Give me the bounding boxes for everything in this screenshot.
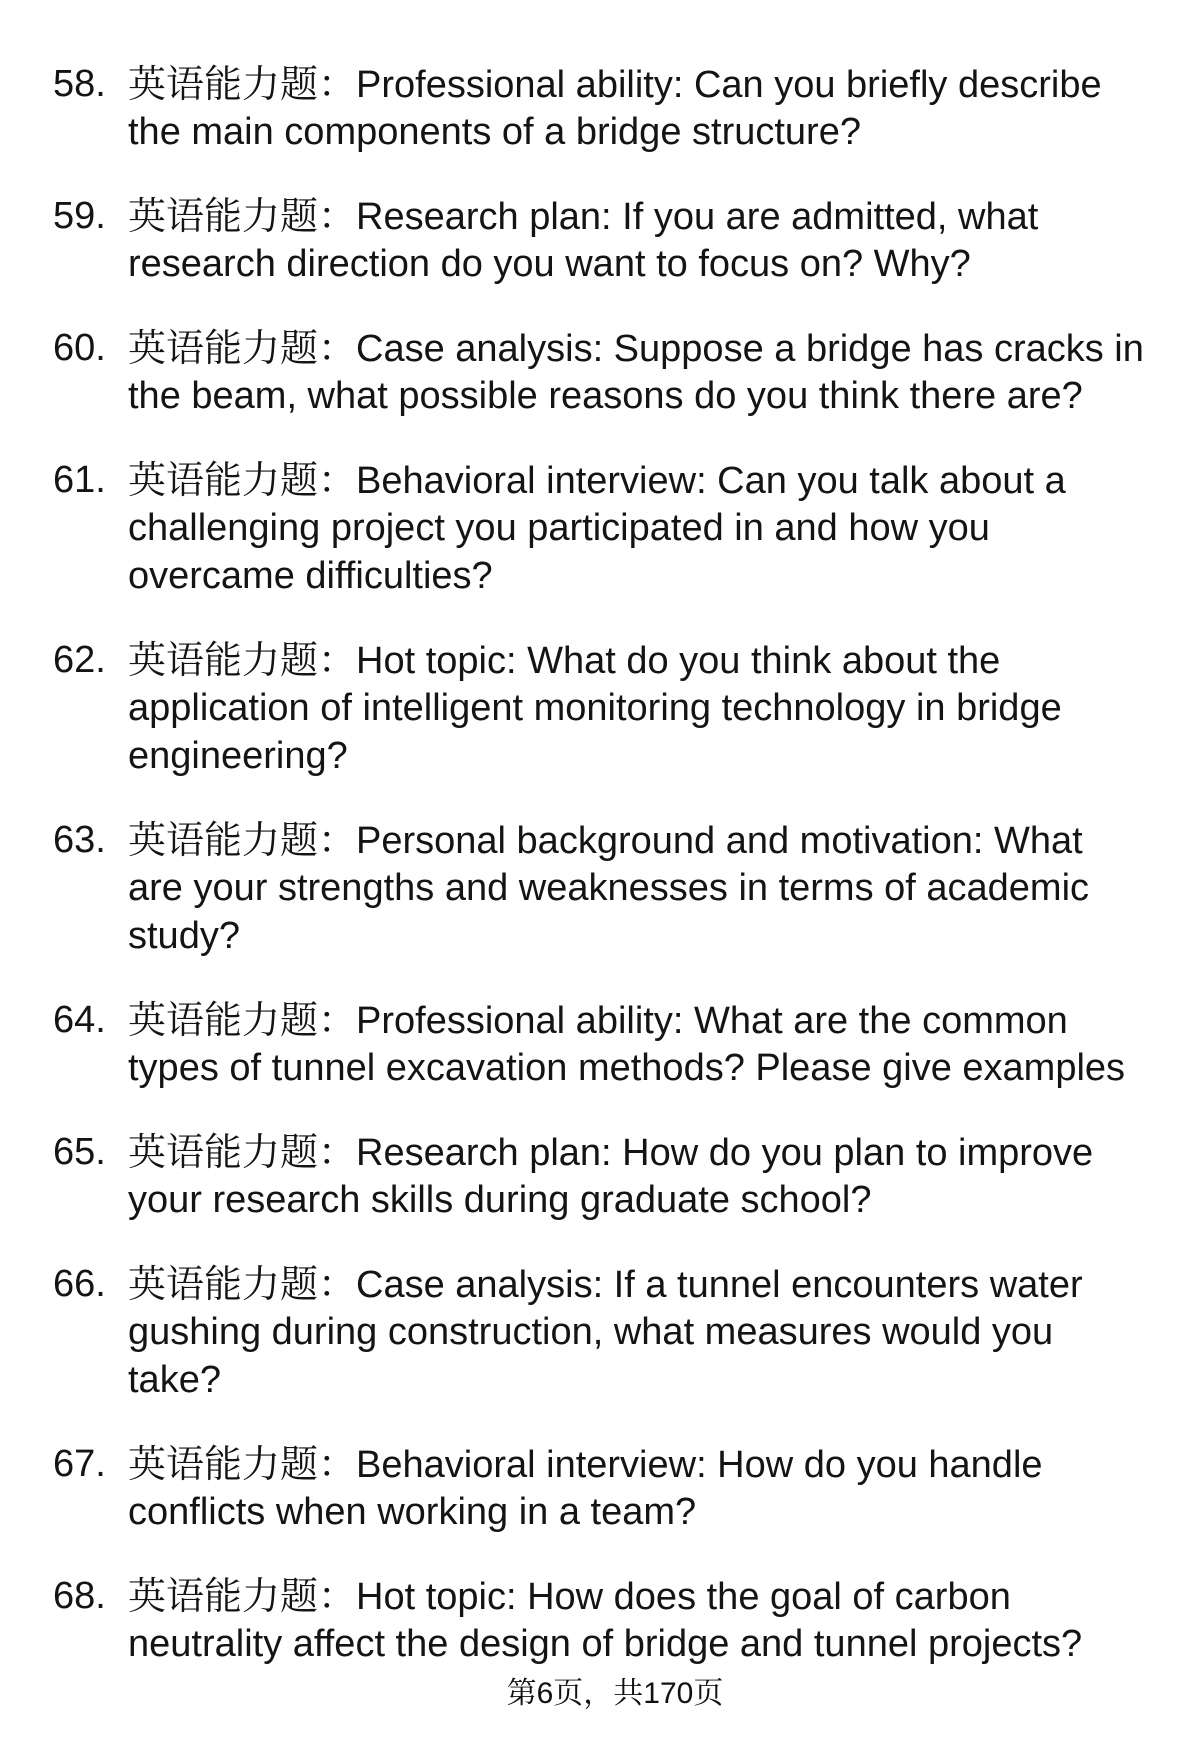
question-text [128, 996, 1200, 1092]
question-line: the main components of a bridge structure? [128, 111, 861, 153]
question-number: 60. [53, 327, 106, 369]
question-line-text: Hot topic: How does the goal of carbon [356, 1576, 1011, 1618]
question-text [128, 192, 1200, 288]
question-line [128, 1572, 1200, 1620]
question-text [128, 1260, 1200, 1404]
question-item-60 [0, 324, 1200, 420]
question-line: the beam, what possible reasons do you think there are? [128, 375, 1083, 417]
question-text [128, 636, 1200, 780]
question-line [128, 636, 1200, 684]
question-number: 64. [53, 999, 106, 1041]
question-line [128, 60, 1200, 108]
question-line-text: Research plan: If you are admitted, what [356, 196, 1039, 238]
question-text [128, 1440, 1200, 1536]
question-number: 67. [53, 1443, 106, 1485]
question-text [128, 1128, 1200, 1224]
question-line: engineering? [128, 735, 348, 777]
question-number: 68. [53, 1575, 106, 1617]
question-line-text: Case analysis: Suppose a bridge has cracks in [356, 328, 1144, 370]
question-line-text: Research plan: How do you plan to improve [356, 1132, 1094, 1174]
question-line: take? [128, 1359, 221, 1401]
question-number: 61. [53, 459, 106, 501]
question-category-label: 英语能力题： [128, 998, 357, 1042]
question-line-text: Personal background and motivation: What [356, 820, 1083, 862]
question-line [128, 456, 1200, 504]
question-category-label: 英语能力题： [128, 638, 357, 682]
question-item-65 [0, 1128, 1200, 1224]
question-number: 63. [53, 819, 106, 861]
question-category-label: 英语能力题： [128, 458, 357, 502]
question-line: overcame difficulties? [128, 555, 493, 597]
question-text [128, 60, 1200, 156]
question-line [128, 1440, 1200, 1488]
question-item-64 [0, 996, 1200, 1092]
question-number: 58. [53, 63, 106, 105]
question-number: 59. [53, 195, 106, 237]
question-line [128, 816, 1200, 864]
question-line [128, 1260, 1200, 1308]
question-number: 66. [53, 1263, 106, 1305]
question-line: your research skills during graduate school? [128, 1179, 872, 1221]
question-line: conflicts when working in a team? [128, 1491, 697, 1533]
question-line: neutrality affect the design of bridge and tunnel projects? [128, 1623, 1083, 1665]
question-line [128, 324, 1200, 372]
question-line-text: Professional ability: What are the common [356, 1000, 1068, 1042]
question-category-label: 英语能力题： [128, 1262, 357, 1306]
question-item-62 [0, 636, 1200, 780]
question-line [128, 996, 1200, 1044]
question-item-61 [0, 456, 1200, 600]
question-line: research direction do you want to focus on? Why? [128, 243, 971, 285]
question-line [128, 192, 1200, 240]
question-line-text: Behavioral interview: Can you talk about a [356, 460, 1066, 502]
question-line: types of tunnel excavation methods? Please give examples [128, 1047, 1126, 1089]
question-line: challenging project you participated in and how you [128, 507, 990, 549]
question-category-label: 英语能力题： [128, 1130, 357, 1174]
question-line: application of intelligent monitoring technology in bridge [128, 687, 1062, 729]
question-line-text: Case analysis: If a tunnel encounters water [356, 1264, 1083, 1306]
question-text [128, 324, 1200, 420]
question-category-label: 英语能力题： [128, 62, 357, 106]
question-item-59 [0, 192, 1200, 288]
question-item-66 [0, 1260, 1200, 1404]
question-category-label: 英语能力题： [128, 194, 357, 238]
page-footer-indicator: 第6页，共170页 [506, 1677, 724, 1710]
question-line-text: Hot topic: What do you think about the [356, 640, 1001, 682]
question-category-label: 英语能力题： [128, 818, 357, 862]
question-category-label: 英语能力题： [128, 326, 357, 370]
question-line: gushing during construction, what measures would you [128, 1311, 1054, 1353]
question-number: 62. [53, 639, 106, 681]
question-item-63 [0, 816, 1200, 960]
question-item-67 [0, 1440, 1200, 1536]
question-number: 65. [53, 1131, 106, 1173]
question-line: study? [128, 915, 240, 957]
question-line-text: Behavioral interview: How do you handle [356, 1444, 1043, 1486]
question-item-68 [0, 1572, 1200, 1668]
question-category-label: 英语能力题： [128, 1442, 357, 1486]
question-line-text: Professional ability: Can you briefly describe [356, 64, 1102, 106]
question-line: are your strengths and weaknesses in terms of academic [128, 867, 1090, 909]
question-text [128, 456, 1200, 600]
question-text [128, 816, 1200, 960]
question-line [128, 1128, 1200, 1176]
question-item-58 [0, 60, 1200, 156]
question-list [0, 60, 1200, 1704]
question-text [128, 1572, 1200, 1668]
question-category-label: 英语能力题： [128, 1574, 357, 1618]
